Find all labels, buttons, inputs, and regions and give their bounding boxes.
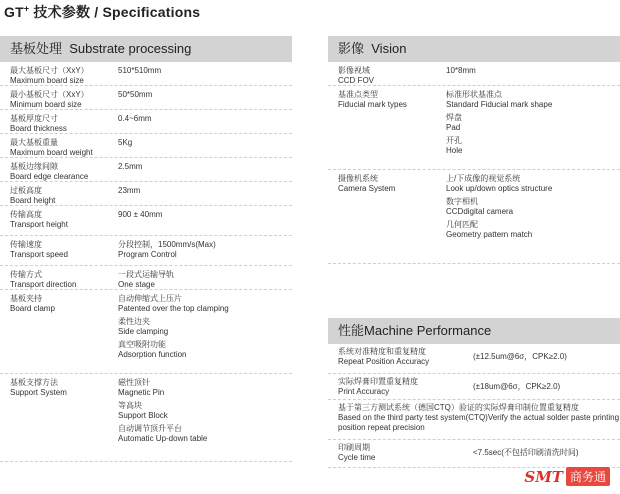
spec-label-en: Transport direction [10, 280, 77, 289]
spec-label [0, 66, 118, 85]
spec-label-cn: 基板边缘间隙 [10, 162, 58, 171]
spec-label-cn: 基板厚度尺寸 [10, 114, 58, 123]
spec-label [0, 114, 118, 133]
spec-value-line: 50*50mm [118, 90, 153, 99]
spec-label [0, 162, 118, 181]
machine-label-cn: 印刷周期 [338, 443, 370, 452]
machine-label-en: Print Accuracy [338, 387, 390, 396]
spec-label-en: Maximum board size [10, 76, 84, 85]
vision-row [328, 170, 620, 264]
spec-label-cn: 基板夹持 [10, 294, 42, 303]
spec-label [0, 240, 118, 265]
substrate-section [0, 36, 292, 462]
spec-label-cn: 传输速度 [10, 240, 42, 249]
spec-value [118, 210, 292, 235]
spec-value [118, 378, 292, 461]
machine-line [338, 443, 620, 463]
machine-label-en: Based on the third party test system(CTQ)Verify the actual solder paste printing position repeat precision [338, 413, 620, 432]
spec-label-en: Board edge clearance [10, 172, 89, 181]
spec-value [118, 270, 292, 289]
spec-value-line: 510*510mm [118, 66, 162, 75]
spec-label-en: Board height [10, 196, 56, 205]
machine-header: 性能Machine Performance [328, 318, 620, 344]
spec-value [118, 114, 292, 133]
spec-label-en: Transport speed [10, 250, 68, 259]
substrate-header: 基板处理 Substrate processing [0, 36, 292, 62]
spec-value-line: Standard Fiducial mark shape [446, 100, 553, 109]
spec-label [0, 378, 118, 461]
vision-row [328, 86, 620, 170]
machine-label [338, 377, 473, 397]
spec-value-line: Support Block [118, 411, 168, 420]
spec-value-line: 自动调节顶升平台 [118, 424, 182, 433]
spec-value-line: 标准形状基准点 [446, 90, 502, 99]
substrate-row [0, 236, 292, 266]
spec-value-line: 等高块 [118, 401, 142, 410]
spec-value-line: 10*8mm [446, 66, 476, 75]
spec-value [446, 90, 620, 169]
spec-value-line: Magnetic Pin [118, 388, 165, 397]
spec-label-en: Fiducial mark types [338, 100, 407, 109]
spec-value-line: One stage [118, 280, 155, 289]
machine-label-en: Cycle time [338, 453, 376, 462]
substrate-row [0, 86, 292, 110]
substrate-row [0, 266, 292, 290]
spec-value-line: 23mm [118, 186, 141, 195]
machine-value: <7.5sec(不包括印刷清洗时间) [473, 448, 579, 457]
spec-value-line: Side clamping [118, 327, 169, 336]
spec-value-line: 真空吸附功能 [118, 340, 166, 349]
machine-label [338, 347, 473, 367]
spec-value [118, 186, 292, 205]
machine-row [328, 374, 620, 400]
spec-label-en: Transport height [10, 220, 68, 229]
machine-row [328, 400, 620, 440]
spec-value [118, 162, 292, 181]
spec-value [118, 294, 292, 373]
spec-label-en: Board clamp [10, 304, 55, 313]
machine-row [328, 440, 620, 468]
spec-label-cn: 基板支撑方法 [10, 378, 58, 387]
spec-value [118, 240, 292, 265]
spec-value-line: Adsorption function [118, 350, 187, 359]
substrate-row [0, 290, 292, 374]
spec-value-line: Hole [446, 146, 463, 155]
spec-value-line: 2.5mm [118, 162, 143, 171]
spec-value-line: 数字相机 [446, 197, 478, 206]
spec-value-line: 柔性边夹 [118, 317, 150, 326]
substrate-table [0, 62, 292, 462]
spec-label-en: Maximum board weight [10, 148, 93, 157]
spec-label-cn: 最小基板尺寸（XxY） [10, 90, 89, 99]
machine-table [328, 344, 620, 468]
spec-value [446, 66, 620, 85]
machine-row [328, 344, 620, 374]
machine-value: (±12.5um@6σ，CPK≥2.0) [473, 352, 567, 361]
machine-label-cn: 基于第三方测试系统（德国CTQ）验证的实际焊膏印制位置重复精度 [338, 403, 579, 412]
spec-value-line: 几何匹配 [446, 220, 478, 229]
spec-label-en: Board thickness [10, 124, 67, 133]
spec-value-line: 开孔 [446, 136, 462, 145]
spec-value [446, 174, 620, 263]
spec-value-line: Automatic Up-down table [118, 434, 208, 443]
machine-section [328, 318, 620, 468]
spec-value-line: Patented over the top clamping [118, 304, 229, 313]
substrate-row [0, 62, 292, 86]
spec-value-line: Program Control [118, 250, 177, 259]
spec-value-line: 分段控制，1500mm/s(Max) [118, 240, 216, 249]
spec-label [0, 90, 118, 109]
spec-value-line: 900 ± 40mm [118, 210, 163, 219]
spec-label-cn: 基准点类型 [338, 90, 378, 99]
spec-value-line: CCDdigital camera [446, 207, 514, 216]
machine-label-en: Repeat Position Accuracy [338, 357, 430, 366]
machine-label-cn: 系统对准精度和重复精度 [338, 347, 426, 356]
spec-value-line: Pad [446, 123, 461, 132]
spec-value-line: 磁性顶针 [118, 378, 150, 387]
spec-label-en: Minimum board size [10, 100, 82, 109]
spec-value-line: Geometry pattern match [446, 230, 533, 239]
vision-row [328, 62, 620, 86]
substrate-row [0, 158, 292, 182]
spec-label [0, 210, 118, 235]
substrate-row [0, 374, 292, 462]
substrate-row [0, 134, 292, 158]
page-title: GT+ 技术参数 / Specifications [4, 3, 201, 20]
vision-table [328, 62, 620, 264]
spec-value-line: 一段式运输导轨 [118, 270, 174, 279]
machine-value: (±18um@6σ，CPK≥2.0) [473, 382, 561, 391]
machine-line [338, 347, 620, 367]
spec-label [0, 138, 118, 157]
machine-label-cn: 实际焊膏印置重复精度 [338, 377, 418, 386]
watermark-logo: SMT 商务通 [524, 467, 610, 486]
spec-label [0, 270, 118, 289]
spec-value-line: 焊盘 [446, 113, 462, 122]
spec-label [328, 66, 446, 85]
spec-label-cn: 最大基板重量 [10, 138, 58, 147]
spec-label [0, 186, 118, 205]
spec-label-en: CCD FOV [338, 76, 374, 85]
spec-label-en: Camera System [338, 184, 396, 193]
spec-label-cn: 传输方式 [10, 270, 42, 279]
spec-label-cn: 最大基板尺寸（XxY） [10, 66, 89, 75]
spec-label [328, 174, 446, 263]
substrate-row [0, 206, 292, 236]
spec-value [118, 138, 292, 157]
spec-value [118, 90, 292, 109]
vision-section [328, 36, 620, 264]
spec-label-cn: 传输高度 [10, 210, 42, 219]
spec-value-line: 自动伸缩式上压片 [118, 294, 182, 303]
spec-label-cn: 影像视域 [338, 66, 370, 75]
substrate-row [0, 182, 292, 206]
substrate-row [0, 110, 292, 134]
spec-value-line: 上/下成像的视觉系统 [446, 174, 521, 183]
spec-label-cn: 过板高度 [10, 186, 42, 195]
spec-label-cn: 摄像机系统 [338, 174, 378, 183]
vision-header: 影像 Vision [328, 36, 620, 62]
spec-label [328, 90, 446, 169]
spec-value-line: 0.4~6mm [118, 114, 152, 123]
spec-value-line: 5Kg [118, 138, 133, 147]
spec-label-en: Support System [10, 388, 67, 397]
spec-label [0, 294, 118, 373]
machine-line [338, 377, 620, 397]
spec-value-line: Look up/down optics structure [446, 184, 553, 193]
machine-label [338, 443, 473, 463]
spec-value [118, 66, 292, 85]
